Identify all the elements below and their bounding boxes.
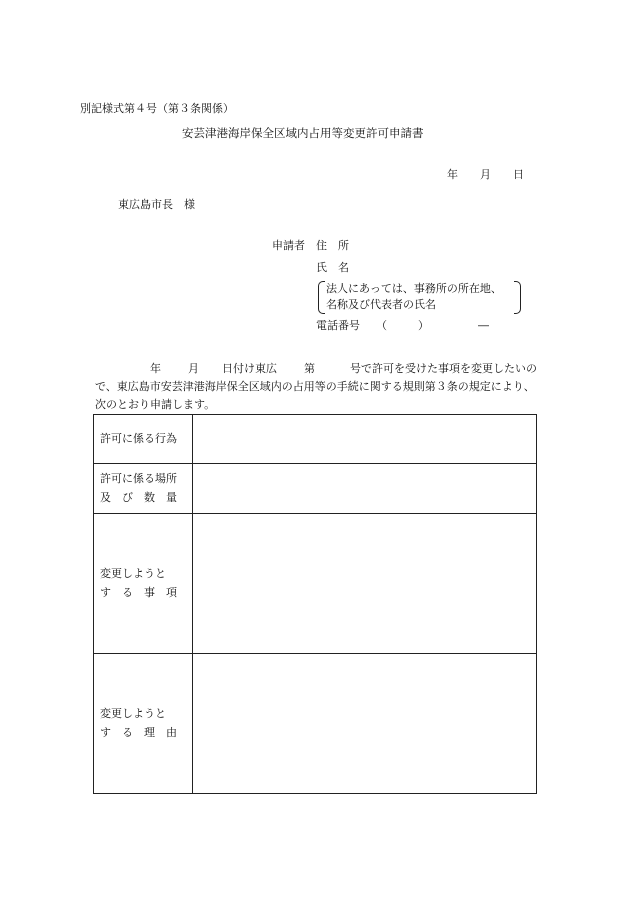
row-value-cell[interactable] xyxy=(193,654,537,794)
row-value-cell[interactable] xyxy=(193,464,537,514)
body-line2: で、東広島市安芸津港海岸保全区域内の占用等の手続に関する規則第３条の規定により、 xyxy=(95,380,535,393)
row-label xyxy=(94,464,193,514)
phone-open-paren: （ xyxy=(376,319,387,332)
body-date-ref: 日付け東広 xyxy=(222,362,277,375)
body-line1-rest: 号で許可を受けた事項を変更したいの xyxy=(350,362,537,375)
row-label-text-line2: す る 理 由 xyxy=(100,725,177,739)
body-no-prefix: 第 xyxy=(304,362,315,375)
row-label-text-line2: す る 事 項 xyxy=(100,585,177,599)
body-year: 年 xyxy=(150,362,161,375)
row-label xyxy=(94,514,193,654)
form-number: 別記様式第４号（第３条関係） xyxy=(80,102,234,115)
body-line3: 次のとおり申請します。 xyxy=(95,398,216,411)
date-year: 年 xyxy=(447,168,458,181)
row-label xyxy=(94,415,193,464)
body-month: 月 xyxy=(188,362,199,375)
corp-note-open-bracket xyxy=(318,281,325,314)
addressee: 東広島市長 様 xyxy=(118,198,195,211)
document-title: 安芸津港海岸保全区域内占用等変更許可申請書 xyxy=(182,126,424,140)
row-label-text-line1: 変更しようと xyxy=(100,707,166,721)
table-row xyxy=(94,464,537,514)
date-day: 日 xyxy=(513,168,524,181)
application-table xyxy=(93,414,537,794)
table-row xyxy=(94,654,537,794)
row-label xyxy=(94,654,193,794)
applicant-label: 申請者 xyxy=(272,239,305,252)
address-label: 住 所 xyxy=(316,239,349,252)
table-row xyxy=(94,514,537,654)
corp-note-close-bracket xyxy=(514,281,521,314)
name-label: 氏 名 xyxy=(316,261,349,274)
phone-close-paren: ） xyxy=(418,319,429,332)
row-value-cell[interactable] xyxy=(193,514,537,654)
row-label-text-line1: 変更しようと xyxy=(100,567,166,581)
phone-dash: ― xyxy=(478,319,489,332)
corp-note-line2: 名称及び代表者の氏名 xyxy=(326,298,436,311)
row-label-text-line2: 及 び 数 量 xyxy=(100,490,177,504)
phone-label: 電話番号 xyxy=(316,319,360,332)
table-row xyxy=(94,415,537,464)
row-value-cell[interactable] xyxy=(193,415,537,464)
row-label-text-line1: 許可に係る場所 xyxy=(100,472,177,486)
corp-note-line1: 法人にあっては、事務所の所在地、 xyxy=(326,282,502,295)
date-month: 月 xyxy=(480,168,491,181)
row-label-text: 許可に係る行為 xyxy=(100,431,177,445)
